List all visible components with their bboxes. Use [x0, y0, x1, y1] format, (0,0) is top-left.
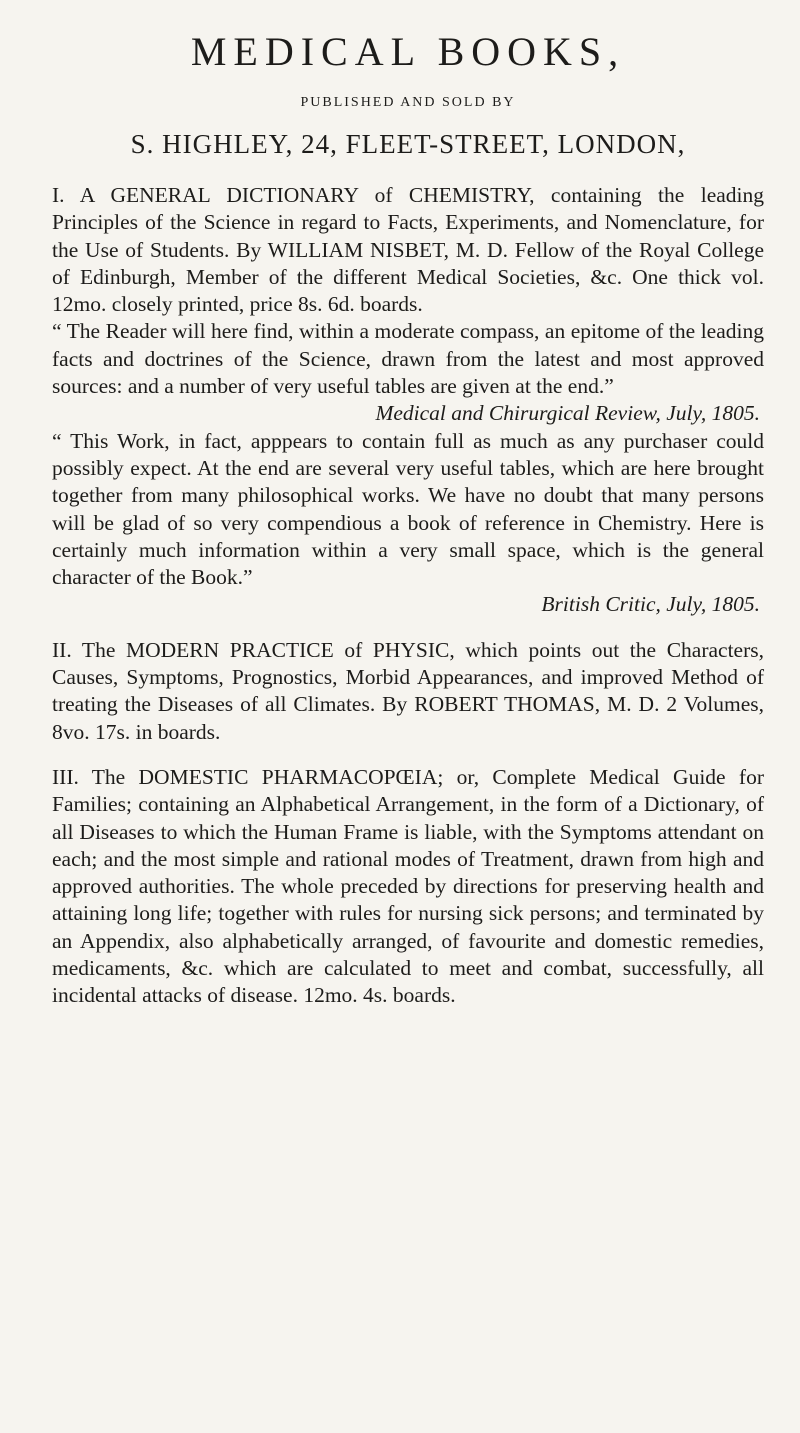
page-title: MEDICAL BOOKS,: [190, 29, 626, 74]
entry-description: I. A GENERAL DICTIONARY of CHEMISTRY, containing the leading Principles of the Science in regard to Facts, Experiments, and Nomenclature, for the Use of Students. By WILLIAM NISBET, M. D. Fellow of the Royal College of Edinburgh, Member of the different Medical Societies, &c. One thick vol. 12mo. closely printed, price 8s. 6d. boards.: [52, 183, 764, 317]
book-entry-3: [52, 764, 764, 1010]
book-entry-2: [52, 637, 764, 746]
document-page: [52, 28, 764, 1028]
entry-description: II. The MODERN PRACTICE of PHYSIC, which points out the Characters, Causes, Symptoms, Prognostics, Morbid Appearances, and improved Method of treating the Diseases of all Climates. By ROBERT THOMAS, M. D. 2 Volumes, 8vo. 17s. in boards.: [52, 637, 764, 744]
review-citation: British Critic, July, 1805.: [541, 592, 760, 617]
review-quote: “ This Work, in fact, apppears to contain full as much as any purchaser could possibly expect. At the end are several very useful tables, which are here brought together from many philosophical works. We have no doubt that many persons will be glad of so very compendious a book of reference in Chemistry. Here is certainly much information within a very small space, which is the general character of the Book.”: [52, 428, 764, 590]
review-quote: “ The Reader will here find, within a moderate compass, an epitome of the leading facts and doctrines of the Science, drawn from the latest and most approved sources: and a number of very useful tables are given at the end.”: [52, 319, 764, 399]
published-by-line: PUBLISHED AND SOLD BY: [300, 95, 516, 110]
review-citation: Medical and Chirurgical Review, July, 1805.: [375, 401, 760, 426]
publisher-address: S. HIGHLEY, 24, FLEET-STREET, LONDON,: [130, 129, 686, 159]
entry-description: III. The DOMESTIC PHARMACOPŒIA; or, Complete Medical Guide for Families; containing an Alphabetical Arrangement, in the form of a Dictionary, of all Diseases to which the Human Frame is liable, with the Symptoms attendant on each; and the most simple and rational modes of Treatment, drawn from high and approved authorities. The whole preceded by directions for preserving health and attaining long life; together with rules for nursing sick persons; and terminated by an Appendix, also alphabetically arranged, of favourite and domestic remedies, medicaments, &c. which are calculated to meet and combat, successfully, all incidental attacks of disease. 12mo. 4s. boards.: [52, 764, 764, 1008]
book-entry-1: [52, 182, 764, 619]
